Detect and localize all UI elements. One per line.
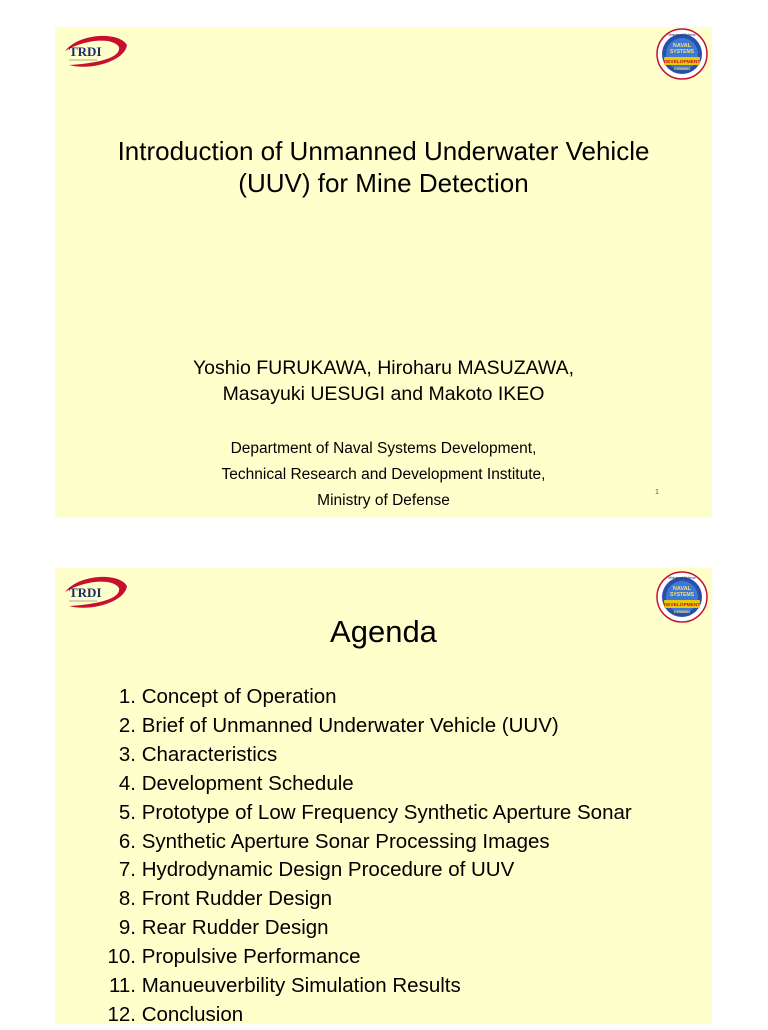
agenda-item-number: 7. xyxy=(118,858,136,882)
trdi-logo xyxy=(61,31,127,71)
agenda-item xyxy=(105,914,632,943)
authors-line: Masayuki UESUGI and Makoto IKEO xyxy=(222,383,545,405)
svg-text:SYSTEMS: SYSTEMS xyxy=(670,49,694,55)
svg-text:TRDI: TRDI xyxy=(69,585,102,600)
title-slide xyxy=(55,27,712,518)
slide-title xyxy=(55,135,712,199)
agenda-item-number: 1. xyxy=(118,685,136,708)
agenda-item xyxy=(105,741,632,770)
agenda-item-text: Characteristics xyxy=(141,742,278,766)
agenda-item-text: Prototype of Low Frequency Synthetic Aperture Sonar xyxy=(141,800,632,824)
svg-text:SYSTEMS: SYSTEMS xyxy=(670,592,694,598)
agenda-item-text: Hydrodynamic Design Procedure of UUV xyxy=(141,858,515,882)
agenda-item-text: Concept of Operation xyxy=(141,685,337,708)
agenda-item-text: Conclusion xyxy=(141,1002,244,1026)
svg-text:DIVISION: DIVISION xyxy=(674,67,690,71)
agenda-item xyxy=(105,828,632,857)
title-line: Introduction of Unmanned Underwater Vehicle xyxy=(117,136,650,166)
agenda-slide xyxy=(55,568,712,1024)
agenda-item-number: 10. xyxy=(107,945,136,969)
agenda-item-text: Brief of Unmanned Underwater Vehicle (UUV) xyxy=(141,713,559,737)
agenda-item xyxy=(100,943,632,972)
authors-line: Yoshio FURUKAWA, Hiroharu MASUZAWA, xyxy=(192,357,575,379)
agenda-item-number: 5. xyxy=(118,800,136,824)
trdi-logo xyxy=(61,572,127,612)
svg-text:NAVAL: NAVAL xyxy=(672,43,692,49)
naval-systems-emblem xyxy=(656,28,708,80)
agenda-item-number: 9. xyxy=(118,916,136,940)
affiliation xyxy=(55,436,712,514)
affiliation-line: Department of Naval Systems Development, xyxy=(230,440,537,457)
agenda-title: Agenda xyxy=(330,614,437,649)
page-number: 1 xyxy=(655,489,659,496)
agenda-item-number: 2. xyxy=(118,713,136,737)
agenda-item-number: 4. xyxy=(118,771,136,795)
affiliation-line: Technical Research and Development Institute, xyxy=(221,466,546,483)
svg-text:DIVISION: DIVISION xyxy=(674,610,690,614)
agenda-item-number: 11. xyxy=(109,974,136,998)
svg-text:Ministry of Defense: Ministry of Defense xyxy=(668,33,696,37)
agenda-item-number: 12. xyxy=(107,1002,136,1026)
authors xyxy=(55,355,712,407)
agenda-list xyxy=(105,683,632,1030)
agenda-item xyxy=(105,856,632,885)
agenda-item-text: Propulsive Performance xyxy=(141,945,361,969)
svg-text:DEVELOPMENT: DEVELOPMENT xyxy=(663,603,701,608)
agenda-item xyxy=(105,712,632,741)
agenda-item-text: Development Schedule xyxy=(141,771,354,795)
agenda-item-text: Manueuverbility Simulation Results xyxy=(141,974,461,998)
agenda-item-text: Rear Rudder Design xyxy=(141,916,329,940)
agenda-item xyxy=(100,1001,632,1030)
agenda-item-text: Synthetic Aperture Sonar Processing Images xyxy=(141,829,550,853)
svg-text:Ministry of Defense: Ministry of Defense xyxy=(668,576,696,580)
agenda-item xyxy=(105,885,632,914)
agenda-item xyxy=(105,770,632,799)
agenda-item-number: 6. xyxy=(118,829,136,853)
agenda-item xyxy=(105,683,632,712)
agenda-item-text: Front Rudder Design xyxy=(141,887,332,911)
svg-text:NAVAL: NAVAL xyxy=(672,586,692,592)
svg-text:TRDI: TRDI xyxy=(69,44,102,59)
agenda-item-number: 8. xyxy=(118,887,136,911)
agenda-item xyxy=(105,799,632,828)
svg-text:DEVELOPMENT: DEVELOPMENT xyxy=(663,60,701,65)
agenda-item-number: 3. xyxy=(118,742,136,766)
agenda-item xyxy=(100,972,632,1001)
affiliation-line: Ministry of Defense xyxy=(317,492,450,509)
title-line: (UUV) for Mine Detection xyxy=(238,168,529,198)
